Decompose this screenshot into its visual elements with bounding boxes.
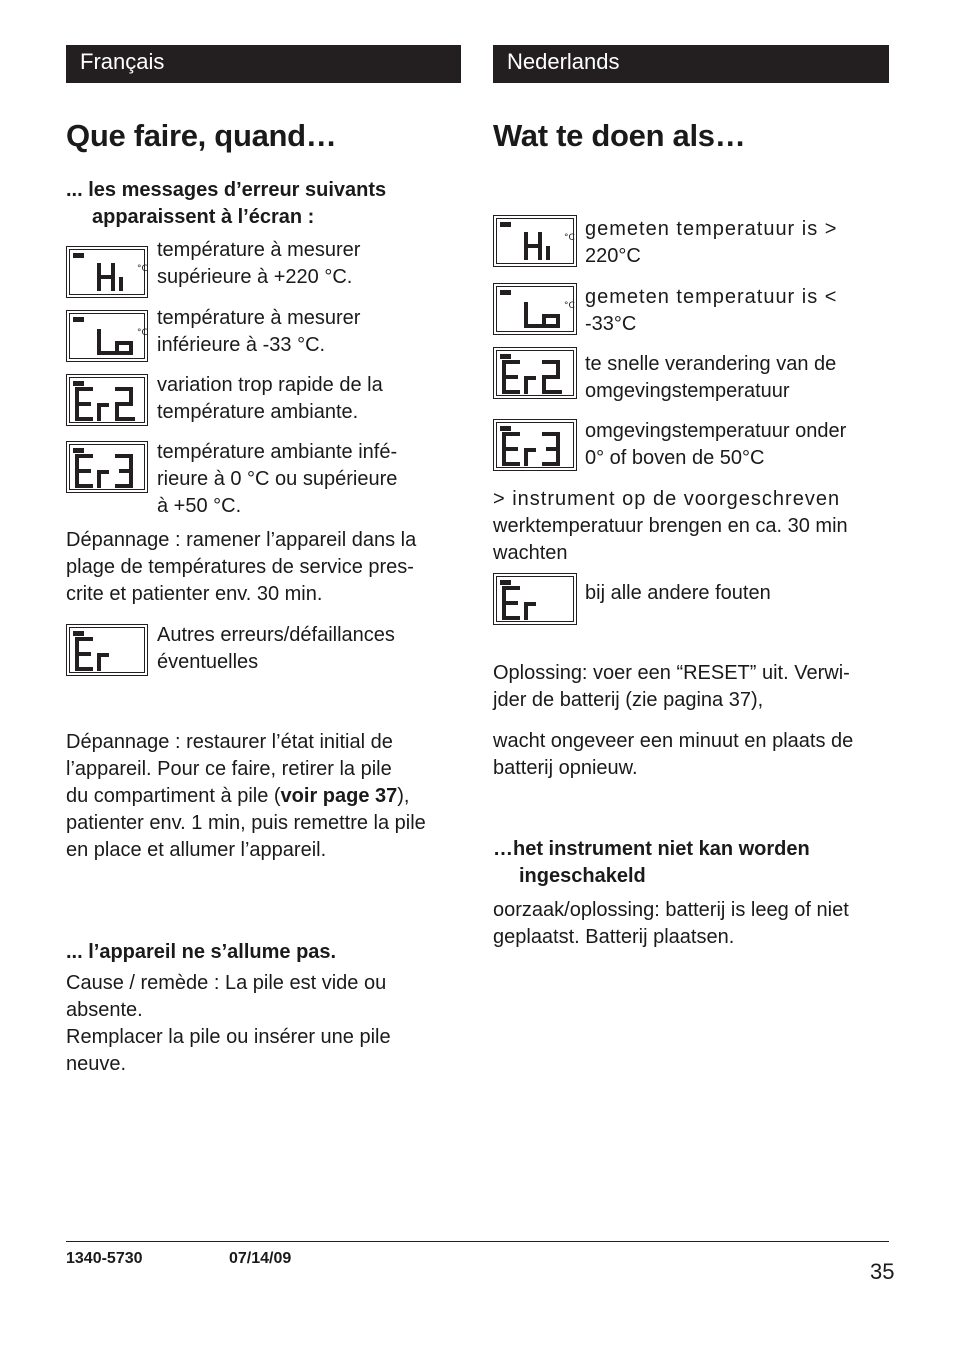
footer-date: 07/14/09 [229, 1250, 292, 1267]
nl-instr-line1: > instrument op de voorgeschreven [493, 488, 841, 510]
nl-sub2-line1: …het instrument niet kan worden [493, 838, 810, 860]
nl-er3-desc [585, 418, 889, 472]
nl-oorz-line2: geplaatst. Batterij plaatsen. [493, 926, 735, 948]
fr-dep2-line4: patienter env. 1 min, puis remettre la pile [66, 812, 426, 834]
fr-er-line1: Autres erreurs/défaillances [157, 624, 395, 646]
fr-hi-line2: supérieure à +220 °C. [157, 266, 353, 288]
nl-oplossing [493, 660, 889, 714]
footer-divider [66, 1241, 889, 1242]
fr-er3-line2: rieure à 0 °C ou supérieure [157, 468, 398, 490]
lcd-hi-icon-nl [493, 215, 577, 267]
nl-oorzaak [493, 897, 889, 951]
fr-subheading-line1: ... les messages d’erreur suivants [66, 179, 387, 201]
nl-wacht [493, 728, 889, 782]
fr-cause-line1: Cause / remède : La pile est vide ou [66, 972, 387, 994]
lang-label-dutch: Nederlands [507, 49, 620, 74]
nl-instrument [493, 486, 889, 567]
lcd-er3-icon-nl [493, 419, 577, 471]
fr-er2-line1: variation trop rapide de la [157, 374, 383, 396]
page-number: 35 [870, 1259, 895, 1284]
lcd-unit: °C [137, 328, 148, 338]
fr-dep2-line5: en place et allumer l’appareil. [66, 839, 327, 861]
lang-label-french: Français [80, 49, 165, 74]
fr-er3-desc [157, 439, 397, 520]
nl-hi-line1: gemeten temperatuur is > [585, 218, 838, 240]
nl-hi-line2: 220°C [585, 245, 641, 267]
nl-wacht-line2: batterij opnieuw. [493, 757, 638, 779]
fr-lo-line2: inférieure à -33 °C. [157, 334, 326, 356]
lcd-er2-icon-nl [493, 347, 577, 399]
nl-wacht-line1: wacht ongeveer een minuut en plaats de [493, 730, 854, 752]
fr-hi-desc [157, 237, 360, 291]
title-french: Que faire, quand… [66, 118, 337, 153]
fr-subheading-line2: apparaissent à l’écran : [92, 206, 315, 228]
lang-bar-dutch [493, 45, 889, 83]
nl-er-desc: bij alle andere fouten [585, 582, 771, 604]
fr-subheading-errors [66, 177, 461, 231]
lcd-unit: °C [137, 264, 148, 274]
lcd-er2-icon [66, 374, 148, 426]
lcd-er3-icon [66, 441, 148, 493]
fr-er3-line1: température ambiante infé- [157, 441, 398, 463]
fr-er2-desc [157, 372, 383, 426]
fr-dep2-line2: l’appareil. Pour ce faire, retirer la pile [66, 758, 392, 780]
fr-er3-line3: à +50 °C. [157, 495, 242, 517]
fr-dep1-line2: plage de températures de service pres- [66, 556, 414, 578]
fr-cause-line3: Remplacer la pile ou insérer une pile [66, 1026, 391, 1048]
lcd-unit: °C [564, 301, 575, 311]
fr-cause-line2: absente. [66, 999, 143, 1021]
fr-lo-desc [157, 305, 360, 359]
fr-subheading-power: ... l’appareil ne s’allume pas. [66, 941, 337, 963]
lcd-er-icon-nl [493, 573, 577, 625]
lcd-lo-icon [66, 310, 148, 362]
nl-er3-line2: 0° of boven de 50°C [585, 447, 765, 469]
fr-er2-line2: température ambiante. [157, 401, 359, 423]
fr-dep2-line3 [66, 783, 461, 810]
nl-instr-line2: werktemperatuur brengen en ca. 30 min [493, 515, 848, 537]
fr-dep1-line1: Dépannage : ramener l’appareil dans la [66, 529, 417, 551]
nl-lo-line1: gemeten temperatuur is < [585, 286, 838, 308]
nl-lo-line2: -33°C [585, 313, 637, 335]
fr-er-desc [157, 622, 461, 676]
nl-subheading-power [493, 836, 889, 890]
nl-er2-line2: omgevingstemperatuur [585, 380, 790, 402]
footer-doc-number: 1340-5730 [66, 1250, 143, 1267]
nl-opl-line1: Oplossing: voer een “RESET” uit. Verwi- [493, 662, 850, 684]
fr-dep2-line1: Dépannage : restaurer l’état initial de [66, 731, 393, 753]
fr-cause-line4: neuve. [66, 1053, 127, 1075]
lcd-hi-icon [66, 246, 148, 298]
lcd-er-icon [66, 624, 148, 676]
lcd-lo-icon-nl [493, 283, 577, 335]
lang-bar-french [66, 45, 461, 83]
fr-depannage-2 [66, 729, 461, 864]
title-dutch: Wat te doen als… [493, 118, 746, 153]
fr-lo-line1: température à mesurer [157, 307, 361, 329]
lcd-unit: °C [564, 233, 575, 243]
fr-dep2-page-ref: voir page 37 [280, 785, 398, 807]
nl-instr-line3: wachten [493, 542, 568, 564]
nl-er2-line1: te snelle verandering van de [585, 353, 837, 375]
fr-depannage-1 [66, 527, 461, 608]
fr-hi-line1: température à mesurer [157, 239, 361, 261]
nl-hi-desc [585, 216, 889, 270]
nl-opl-line2: jder de batterij (zie pagina 37), [493, 689, 764, 711]
nl-sub2-line2: ingeschakeld [519, 865, 646, 887]
nl-er2-desc [585, 351, 889, 405]
nl-oorz-line1: oorzaak/oplossing: batterij is leeg of niet [493, 899, 849, 921]
fr-dep1-line3: crite et patienter env. 30 min. [66, 583, 323, 605]
fr-er-line2: éventuelles [157, 651, 259, 673]
fr-dep2-line3-c: ), [397, 785, 410, 807]
nl-lo-desc [585, 284, 889, 338]
fr-cause [66, 970, 461, 1078]
fr-dep2-line3-a: du compartiment à pile ( [66, 785, 281, 807]
nl-er3-line1: omgevingstemperatuur onder [585, 420, 847, 442]
